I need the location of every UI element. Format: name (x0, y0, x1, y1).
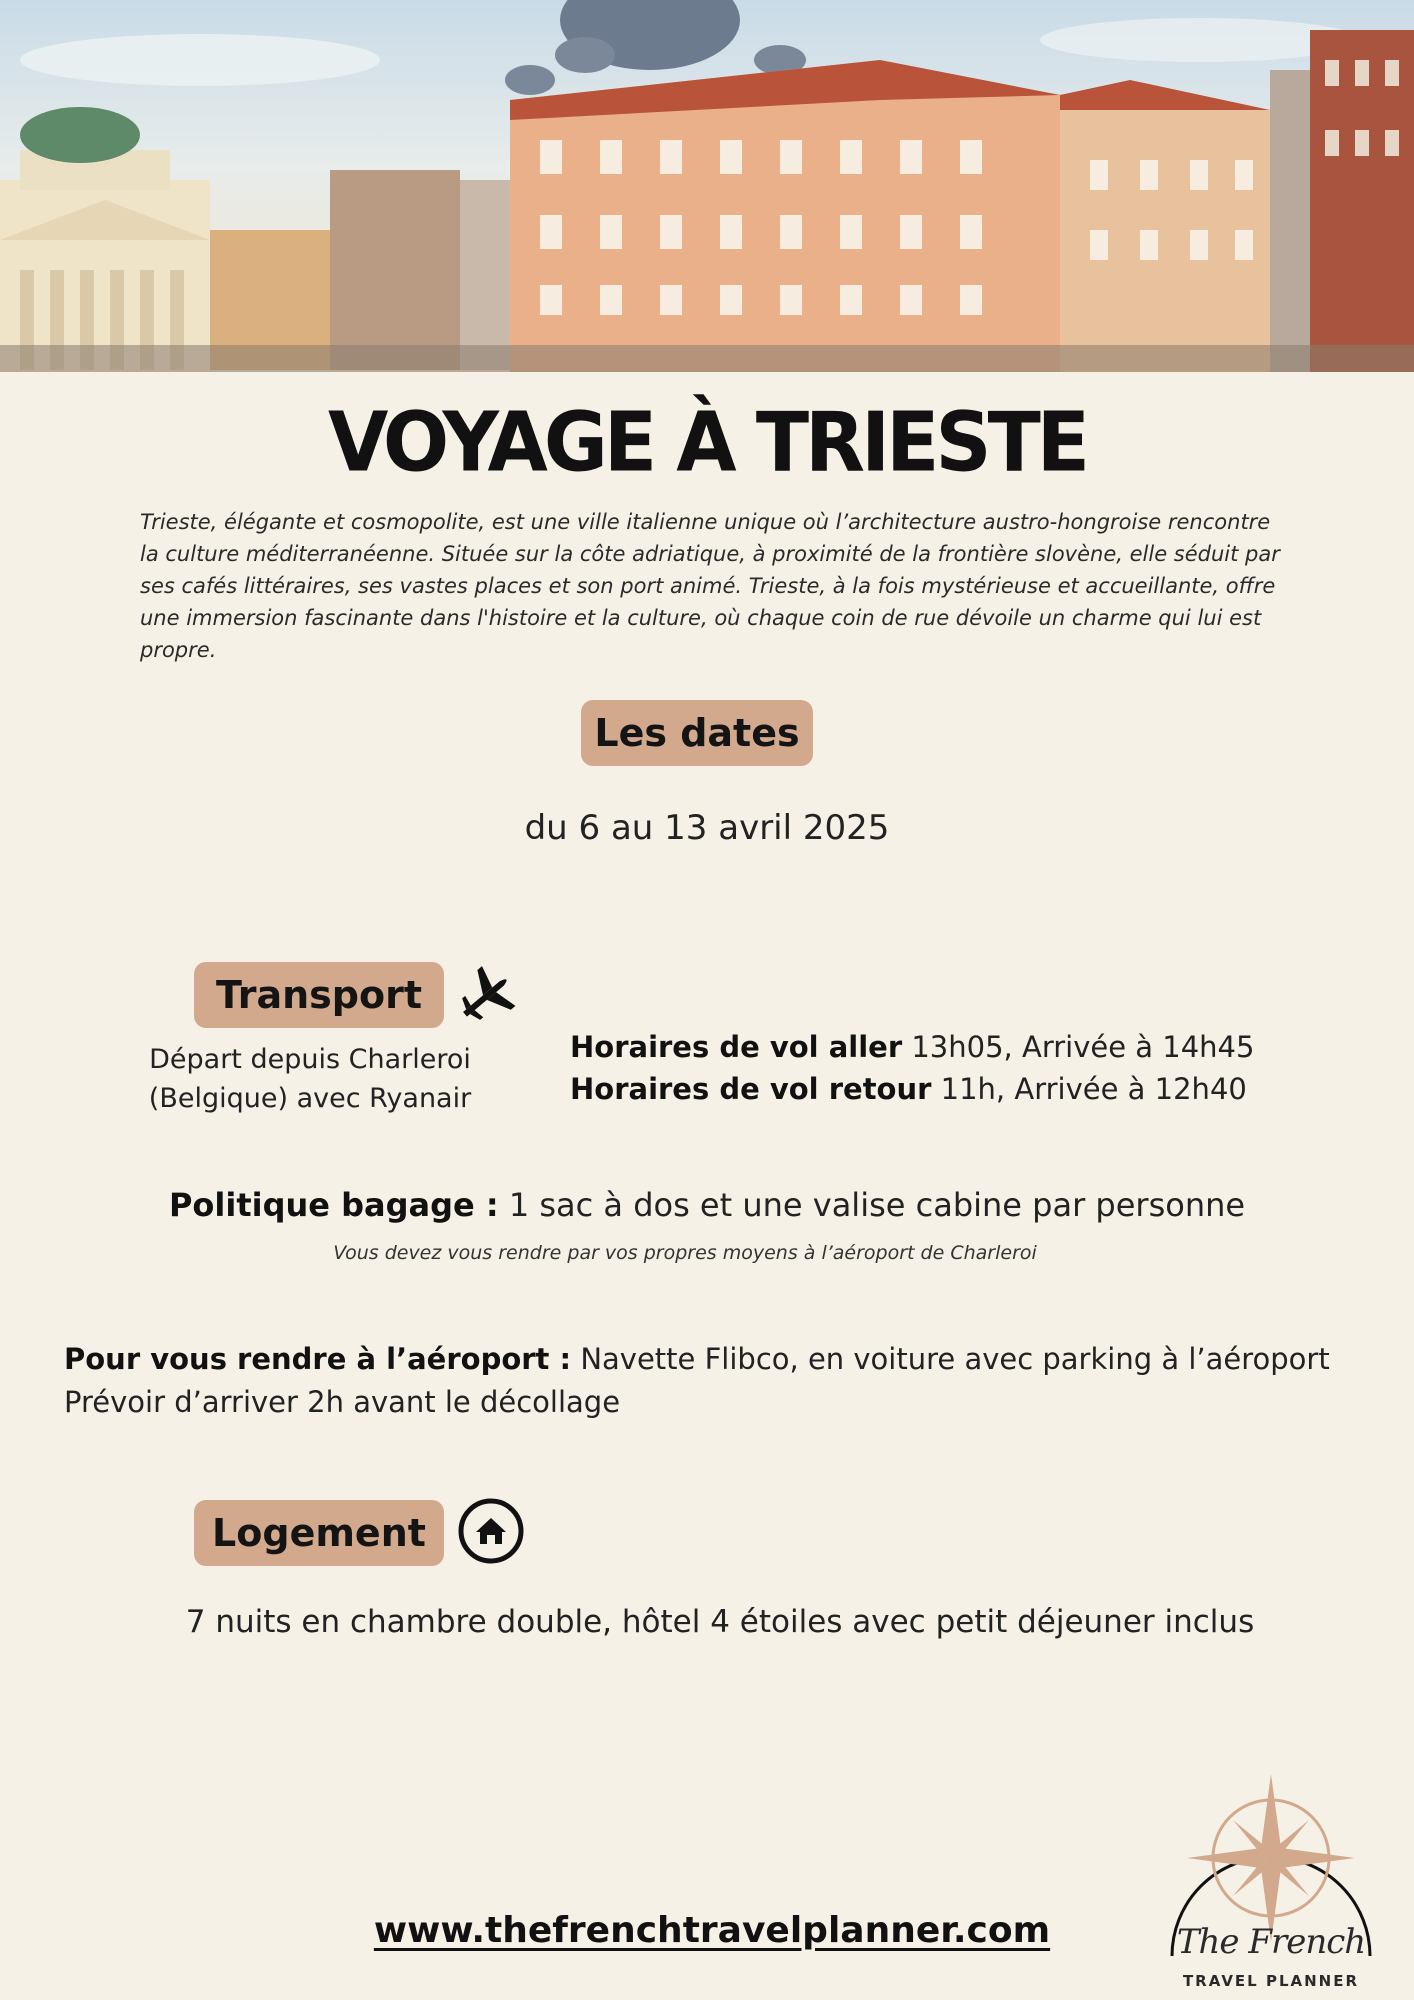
airport-label: Pour vous rendre à l’aéroport : (64, 1342, 572, 1376)
flight-outbound (570, 1026, 1330, 1068)
departure-line-2: (Belgique) avec Ryanair (148, 1083, 472, 1114)
baggage-label: Politique bagage : (168, 1186, 499, 1224)
hero-photo (0, 0, 1414, 372)
intro-paragraph: Trieste, élégante et cosmopolite, est une ville italienne unique où l’architecture austro-hongroise rencontre la culture méditerranéenne. Située sur la côte adriatique, à proximité de la frontière slovène, elle séduit par ses cafés littéraires, ses vastes places et son port animé. Trieste, à la fois mystérieuse et accueillante, offre une immersion fascinante dans l'histoire et la culture, où chaque coin de rue dévoile un charme qui lui est propre. (140, 510, 1280, 662)
flight-outbound-value: 13h05, Arrivée à 14h45 (902, 1030, 1255, 1064)
departure-line-1: Départ depuis Charleroi (149, 1044, 471, 1075)
airport-line-2: Prévoir d’arriver 2h avant le décollage (64, 1385, 621, 1419)
flight-return-value: 11h, Arrivée à 12h40 (931, 1072, 1247, 1106)
flight-outbound-label: Horaires de vol aller (570, 1030, 903, 1064)
baggage-note: Vous devez vous rendre par vos propres moyens à l’aéroport de Charleroi (333, 1242, 1037, 1264)
baggage-value: 1 sac à dos et une valise cabine par personne (498, 1186, 1246, 1224)
home-icon (456, 1496, 526, 1566)
baggage-policy (0, 1186, 1414, 1224)
dates-value: du 6 au 13 avril 2025 (524, 808, 890, 848)
flight-return-label: Horaires de vol retour (570, 1072, 932, 1106)
logo-subtitle: TRAVEL PLANNER (1182, 1972, 1360, 1990)
airport-line-1 (64, 1338, 1374, 1381)
website-link[interactable]: www.thefrenchtravelplanner.com (373, 1910, 1051, 1951)
page-title: VOYAGE À TRIESTE (327, 395, 1087, 491)
lodging-value: 7 nuits en chambre double, hôtel 4 étoiles avec petit déjeuner inclus (185, 1604, 1255, 1640)
lodging-heading: Logement (194, 1500, 444, 1566)
airport-value: Navette Flibco, en voiture avec parking à l’aéroport (571, 1342, 1330, 1376)
flight-schedule (570, 1026, 1330, 1110)
logo-name: The French (1176, 1922, 1366, 1962)
airport-access (64, 1338, 1374, 1424)
dates-heading: Les dates (581, 700, 813, 766)
transport-heading: Transport (194, 962, 444, 1028)
departure-info (140, 1040, 480, 1118)
flight-return (570, 1068, 1330, 1110)
airplane-icon (452, 962, 524, 1028)
